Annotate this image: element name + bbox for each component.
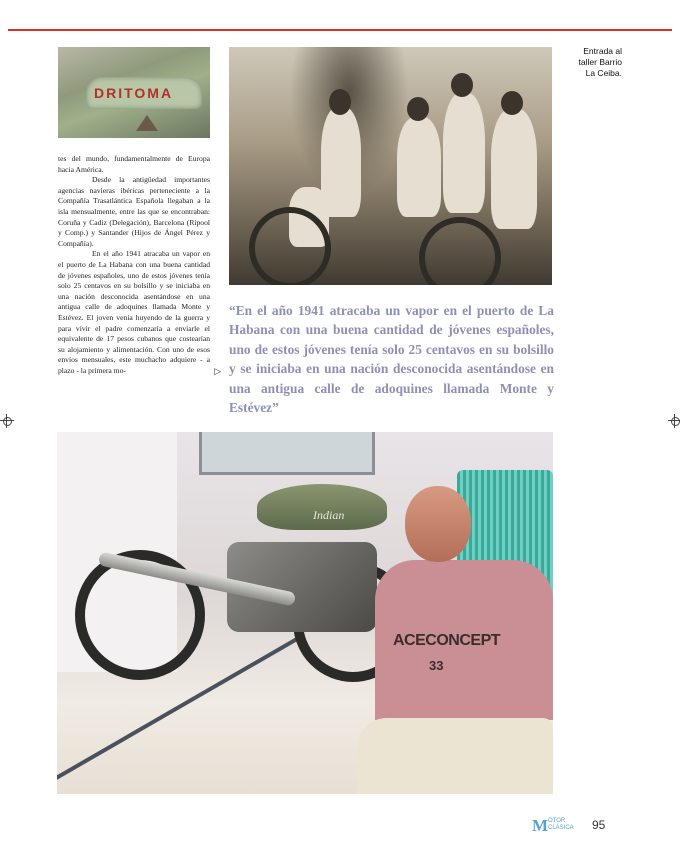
tank-brand-text: Indian	[313, 508, 345, 522]
page-number: 95	[592, 818, 606, 832]
motorcycle-tank	[257, 484, 387, 530]
body-paragraph: tes del mundo, fundamentalmente de Europa hacia América.	[58, 154, 210, 174]
caption-line: Entrada al	[583, 46, 622, 56]
magazine-logo	[532, 818, 590, 834]
historic-sepia-photo	[229, 47, 552, 285]
person-figure	[397, 117, 441, 217]
logo-line1: OTOR	[548, 818, 566, 824]
registration-mark-right	[668, 414, 680, 428]
body-paragraph: Desde la antigüedad importantes agencias navieras ibéricas perteneciente a la Compañía Trasatlántica Española llegaban a la isla mensualmente, entre las que se encontraban: Coruña y Cadiz (Delegación), Barcelona (Ripool y Comp.) y Santander (Hijos de Ángel Pérez y Compañía).	[58, 175, 210, 248]
main-photo-man-with-motorcycle	[57, 432, 553, 794]
logo-line2: CLÁSICA	[548, 825, 574, 831]
photo-caption	[560, 46, 622, 79]
barred-window	[199, 432, 375, 475]
top-rule	[8, 29, 672, 31]
body-paragraph: En el año 1941 atracaba un vapor en el puerto de La Habana con una buena cantidad de jóvenes españoles, uno de estos jóvenes tenía solo 25 centavos en su bolsillo y se iniciaba en una nación desconocida asentándose en una antigua calle de adoquines llamada Monte y Estévez. El joven venía huyendo de la guerra y para vivir el padre comenzaría a enviarle el equivalente de 17 pesos cubanos que costearían su alojamiento y alimentación. Con uno de esos envíos mensuales, este muchacho adquiere - a plazo - la primera mo-	[58, 249, 210, 375]
caption-line: La Ceiba.	[585, 68, 622, 78]
registration-mark-left	[0, 414, 14, 428]
person-head	[501, 91, 523, 115]
continue-arrow-icon: ▷	[214, 366, 221, 377]
motorcycle-wheel	[249, 207, 331, 285]
pull-quote: “En el año 1941 atracaba un vapor en el puerto de La Habana con una buena cantidad de jóvenes españoles, uno de estos jóvenes tenía solo 25 centavos en su bolsillo y se iniciaba en una nación desconocida asentándose en una antigua calle de adoquines llamada Monte y Estévez”	[229, 303, 554, 416]
tank-notch	[136, 115, 158, 131]
body-text-column	[58, 154, 221, 377]
person-head	[451, 73, 473, 97]
motorcycle-tank-photo	[58, 47, 210, 138]
person-figure	[443, 93, 485, 213]
person-head	[329, 89, 351, 115]
logo-initial: M	[532, 816, 549, 835]
caption-line: taller Barrio	[578, 57, 622, 67]
tank-badge-text: DRITOMA	[94, 85, 174, 101]
person-figure	[491, 109, 537, 229]
shirt-print-number: 33	[429, 658, 444, 673]
person-head	[407, 97, 429, 121]
motorcycle-wheel	[419, 217, 501, 285]
shirt-print-text: ACECONCEPT	[393, 632, 501, 649]
man-shorts	[357, 718, 553, 794]
man-head	[405, 486, 471, 562]
